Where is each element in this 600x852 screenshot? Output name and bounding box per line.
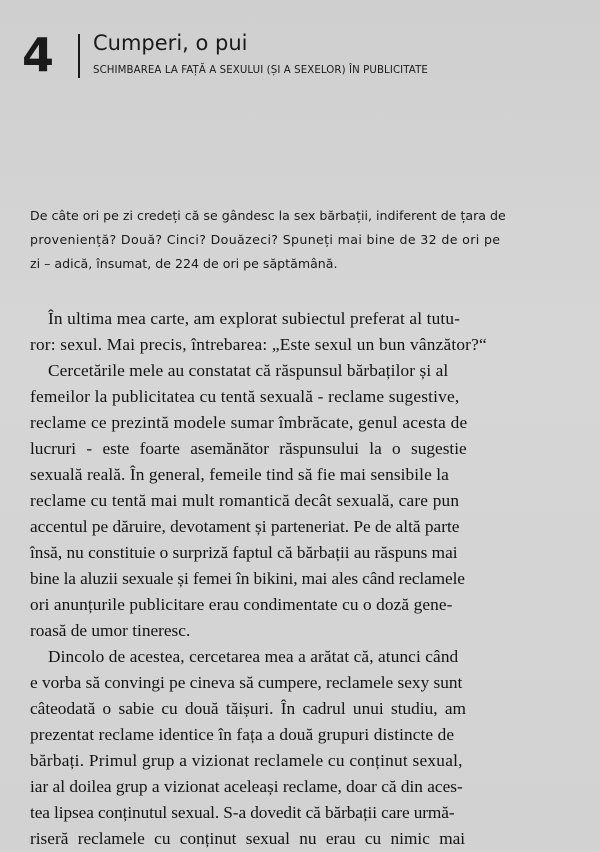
body-line: femeilor la publicitatea cu tentă sexuală - reclame sugestive,: [30, 387, 460, 406]
intro-line: zi – adică, însumat, de 224 de ori pe săptămână.: [30, 256, 338, 271]
body-text: [30, 306, 558, 852]
body-line: În ultima mea carte, am explorat subiectul preferat al tutu-: [48, 309, 461, 328]
chapter-number: 4: [22, 28, 55, 82]
body-line: câteodată o sabie cu două tăișuri. În cadrul unui studiu, am: [30, 699, 466, 718]
body-line: iar al doilea grup a vizionat aceleași reclame, doar că din aces-: [30, 777, 463, 796]
body-line: ori anunțurile publicitare erau condimentate cu o doză gene-: [30, 595, 453, 614]
body-line: lucruri - este foarte asemănător răspunsului la o sugestie: [30, 439, 467, 458]
body-line: tea lipsea conținutul sexual. S-a dovedit că bărbații care urmă-: [30, 803, 455, 822]
body-line: e vorba să convingi pe cineva să cumpere, reclamele sexy sunt: [30, 673, 463, 692]
body-line: reclame ce prezintă modele sumar îmbrăcate, genul acesta de: [30, 413, 468, 432]
intro-line: De câte ori pe zi credeți că se gândesc la sex bărbații, indiferent de țara de: [30, 208, 506, 223]
body-line: sexuală reală. În general, femeile tind să fie mai sensibile la: [30, 465, 449, 484]
body-line: bărbați. Primul grup a vizionat reclamele cu conținut sexual,: [30, 751, 463, 770]
chapter-divider: [78, 34, 80, 78]
body-line: bine la aluzii sexuale și femei în bikini, mai ales când reclamele: [30, 569, 465, 588]
body-line: riseră reclamele cu conținut sexual nu erau cu nimic mai: [30, 829, 466, 848]
intro-paragraph: [30, 204, 555, 276]
intro-line: proveniență? Două? Cinci? Douăzeci? Spuneți mai bine de 32 de ori pe: [30, 232, 501, 247]
body-line: Dincolo de acestea, cercetarea mea a arătat că, atunci când: [48, 647, 459, 666]
body-line: reclame cu tentă mai mult romantică decât sexuală, care pun: [30, 491, 460, 510]
body-line: Cercetările mele au constatat că răspunsul bărbaților și al: [48, 361, 449, 380]
body-line: accentul pe dăruire, devotament și parteneriat. Pe de altă parte: [30, 517, 460, 536]
chapter-subtitle: SCHIMBAREA LA FAȚĂ A SEXULUI (ȘI A SEXELOR) ÎN PUBLICITATE: [93, 65, 428, 76]
body-line: ror: sexul. Mai precis, întrebarea: „Este sexul un bun vânzător?“: [30, 335, 487, 354]
body-line: roasă de umor tineresc.: [30, 621, 191, 640]
chapter-title: Cumperi, o pui: [93, 31, 248, 55]
body-line: prezentat reclame identice în fața a două grupuri distincte de: [30, 725, 455, 744]
body-line: însă, nu constituie o surpriză faptul că bărbații au răspuns mai: [30, 543, 458, 562]
